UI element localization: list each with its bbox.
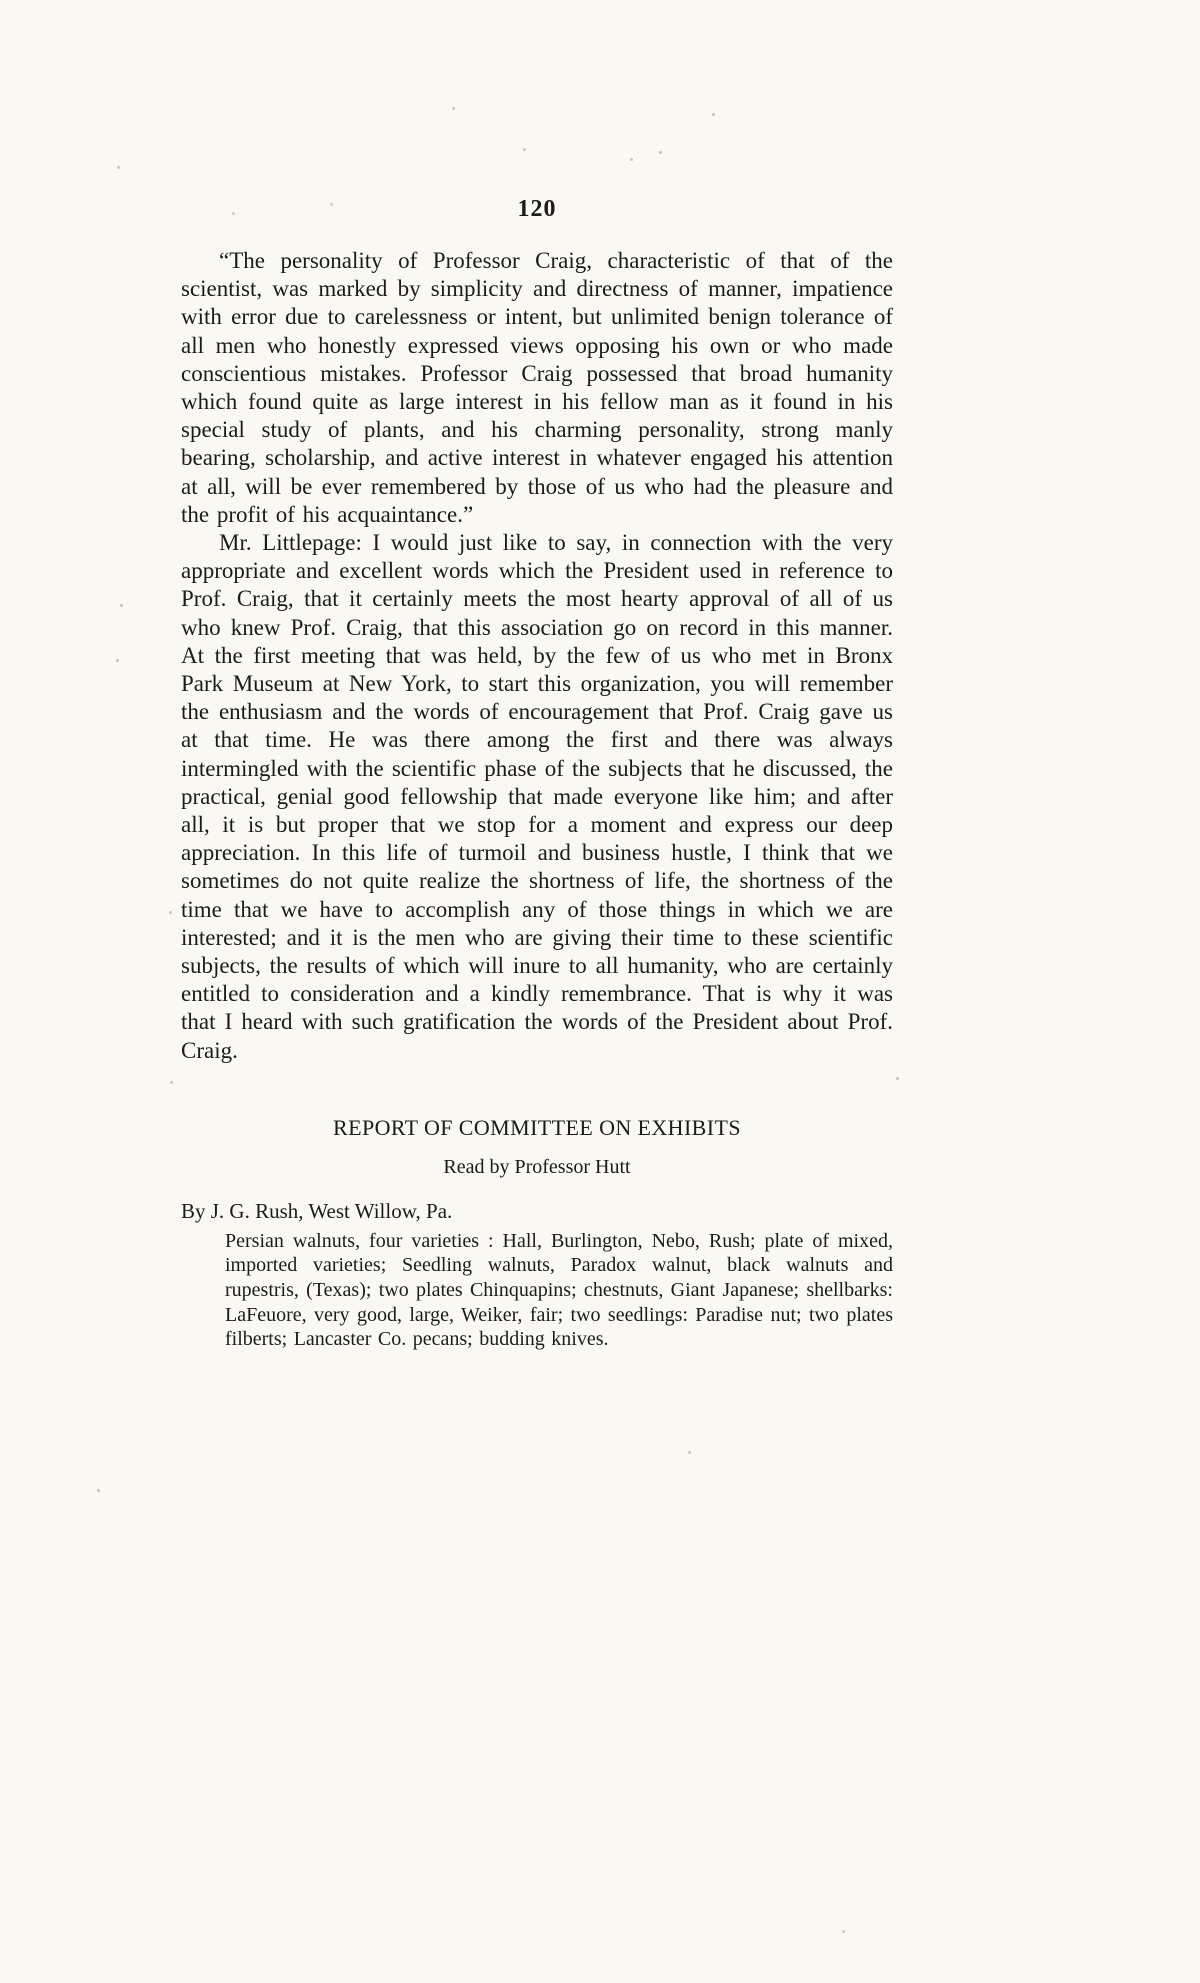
scan-speck [232, 212, 235, 215]
scan-speck [116, 659, 119, 662]
scan-speck [277, 1216, 280, 1219]
section-heading: REPORT OF COMMITTEE ON EXHIBITS [333, 1114, 741, 1140]
scan-speck [170, 1081, 173, 1084]
page-number: 120 [517, 196, 557, 222]
scan-speck [659, 151, 662, 154]
scan-speck [527, 1163, 530, 1166]
scan-speck [169, 911, 172, 914]
scan-speck [330, 203, 333, 206]
scan-speck [630, 158, 633, 161]
scan-speck [97, 1489, 100, 1492]
scan-speck [452, 107, 455, 110]
scan-speck [842, 1930, 845, 1933]
paragraph-quote: “The personality of Professor Craig, characteristic of that of the scientist, was marked by simplicity and directness of manner, impatience with error due to carelessness or intent, but unlimited benign tolerance of all men who honestly expressed views opposing his own or who made conscientious mistakes. Professor Craig possessed that broad humanity which found quite as large interest in his fellow man as it found in his special study of plants, and his charming personality, strong manly bearing, scholarship, and active interest in whatever engaged his attention at all, will be ever remembered by those of us who had the pleasure and the profit of his acquaintance.” [181, 248, 893, 527]
text-block [181, 247, 893, 1352]
scan-speck [688, 1451, 691, 1454]
scan-speck [896, 1077, 899, 1080]
scan-speck [117, 166, 120, 169]
paragraph-littlepage: Mr. Littlepage: I would just like to say, in connection with the very appropriate and excellent words which the President used in reference to Prof. Craig, that it certainly meets the most hearty approval of all of us who knew Prof. Craig, that this association go on record in this manner. At the first meeting that was held, by the few of us who met in Bronx Park Museum at New York, to start this organization, you will remember the enthusiasm and the words of encouragement that Prof. Craig gave us at that time. He was there among the first and there was always intermingled with the scientific phase of the subjects that he discussed, the practical, genial good fellowship that made everyone like him; and after all, it is but proper that we stop for a moment and express our deep appreciation. In this life of turmoil and business hustle, I think that we sometimes do not quite realize the shortness of life, the shortness of the time that we have to accomplish any of those things in which we are interested; and it is the men who are giving their time to these scientific subjects, the results of which will inure to all humanity, who are certainly entitled to consideration and a kindly remembrance. That is why it was that I heard with such gratification the words of the President about Prof. Craig. [181, 530, 893, 1063]
scan-speck [120, 604, 123, 607]
section-body: Persian walnuts, four varieties : Hall, Burlington, Nebo, Rush; plate of mixed, imported varieties; Seedling walnuts, Paradox walnut, black walnuts and rupestris, (Texas); two plates Chinquapins; chestnuts, Giant Japanese; shellbarks: LaFeuore, very good, large, Weiker, fair; two seedlings: Paradise nut; two plates filberts; Lancaster Co. pecans; budding knives. [225, 1229, 893, 1351]
byline: By J. G. Rush, West Willow, Pa. [181, 1198, 453, 1223]
scan-speck [712, 113, 715, 116]
section-subheading: Read by Professor Hutt [443, 1155, 631, 1178]
scan-speck [523, 148, 526, 151]
